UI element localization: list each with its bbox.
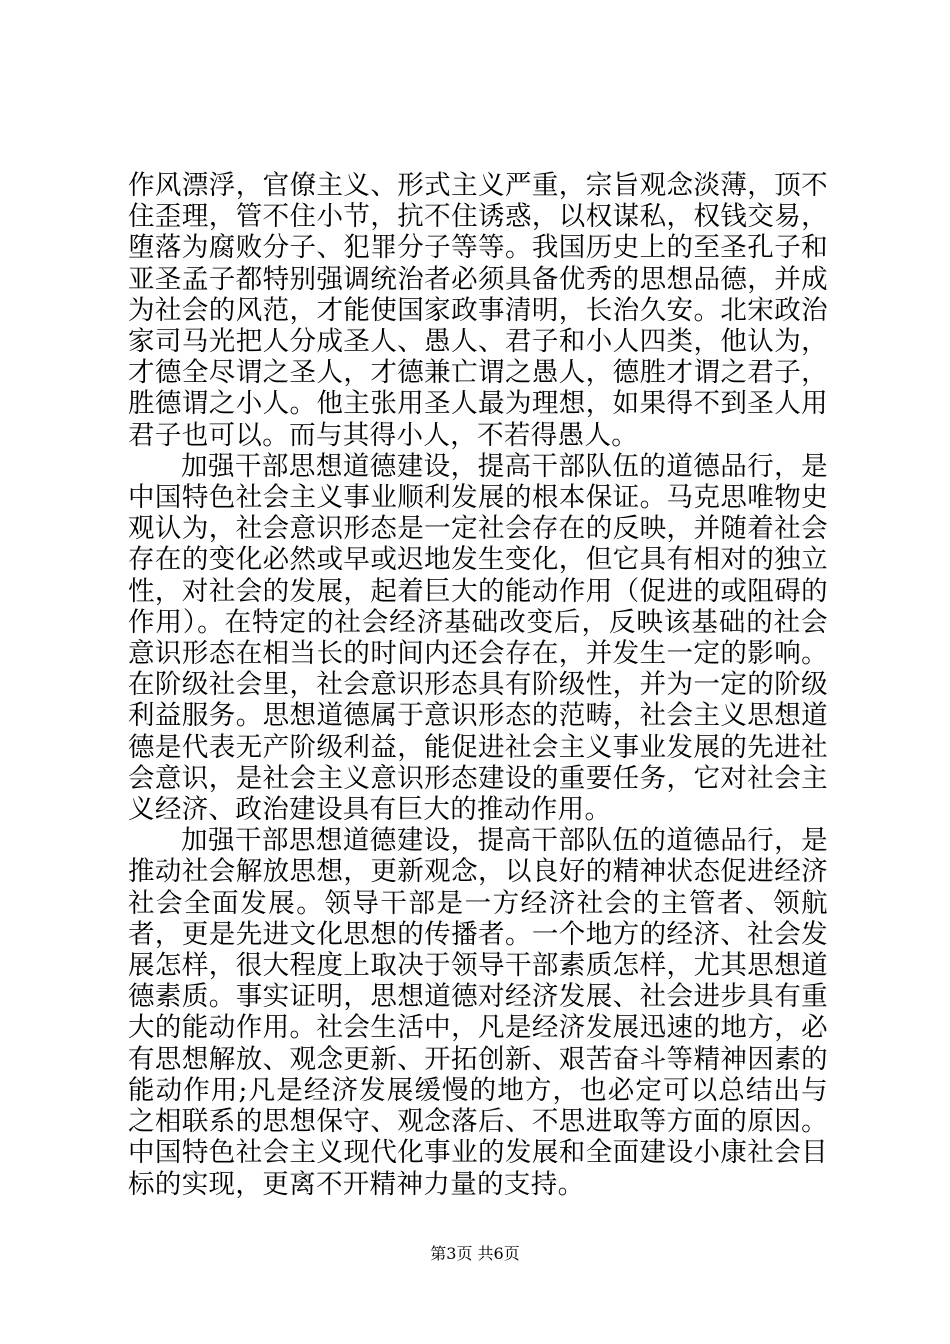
paragraph-continued: 作风漂浮，官僚主义、形式主义严重，宗旨观念淡薄，顶不住歪理，管不住小节，抗不住诱惑，以权谋私，权钱交易，堕落为腐败分子、犯罪分子等等。我国历史上的至圣孔子和亚圣孟子都特别强调统治者必须具备优秀的思想品德，并成为社会的风范，才能使国家政事清明，长治久安。北宋政治家司马光把人分成圣人、愚人、君子和小人四类，他认为，才德全尽谓之圣人，才德兼亡谓之愚人，德胜才谓之君子，胜德谓之小人。他主张用圣人最为理想，如果得不到圣人用君子也可以。而与其得小人，不若得愚人。 [128, 170, 828, 451]
paragraph-development: 加强干部思想道德建设，提高干部队伍的道德品行，是推动社会解放思想，更新观念，以良好的精神状态促进经济社会全面发展。领导干部是一方经济社会的主管者、领航者，更是先进文化思想的传播者。一个地方的经济、社会发展怎样，很大程度上取决于领导干部素质怎样，尤其思想道德素质。事实证明，思想道德对经济发展、社会进步具有重大的能动作用。社会生活中，凡是经济发展迅速的地方，必有思想解放、观念更新、开拓创新、艰苦奋斗等精神因素的能动作用;凡是经济发展缓慢的地方，也必定可以总结出与之相联系的思想保守、观念落后、不思进取等方面的原因。中国特色社会主义现代化事业的发展和全面建设小康社会目标的实现，更离不开精神力量的支持。 [128, 825, 828, 1200]
paragraph-ideology: 加强干部思想道德建设，提高干部队伍的道德品行，是中国特色社会主义事业顺利发展的根本保证。马克思唯物史观认为，社会意识形态是一定社会存在的反映，并随着社会存在的变化必然或早或迟地发生变化，但它具有相对的独立性，对社会的发展，起着巨大的能动作用（促进的或阻碍的作用）。在特定的社会经济基础改变后，反映该基础的社会意识形态在相当长的时间内还会存在，并发生一定的影响。在阶级社会里，社会意识形态具有阶级性，并为一定的阶级利益服务。思想道德属于意识形态的范畴，社会主义思想道德是代表无产阶级利益，能促进社会主义事业发展的先进社会意识，是社会主义意识形态建设的重要任务，它对社会主义经济、政治建设具有巨大的推动作用。 [128, 450, 828, 826]
page-number-footer: 第3页 共6页 [430, 1244, 520, 1263]
body-text [128, 170, 828, 1200]
